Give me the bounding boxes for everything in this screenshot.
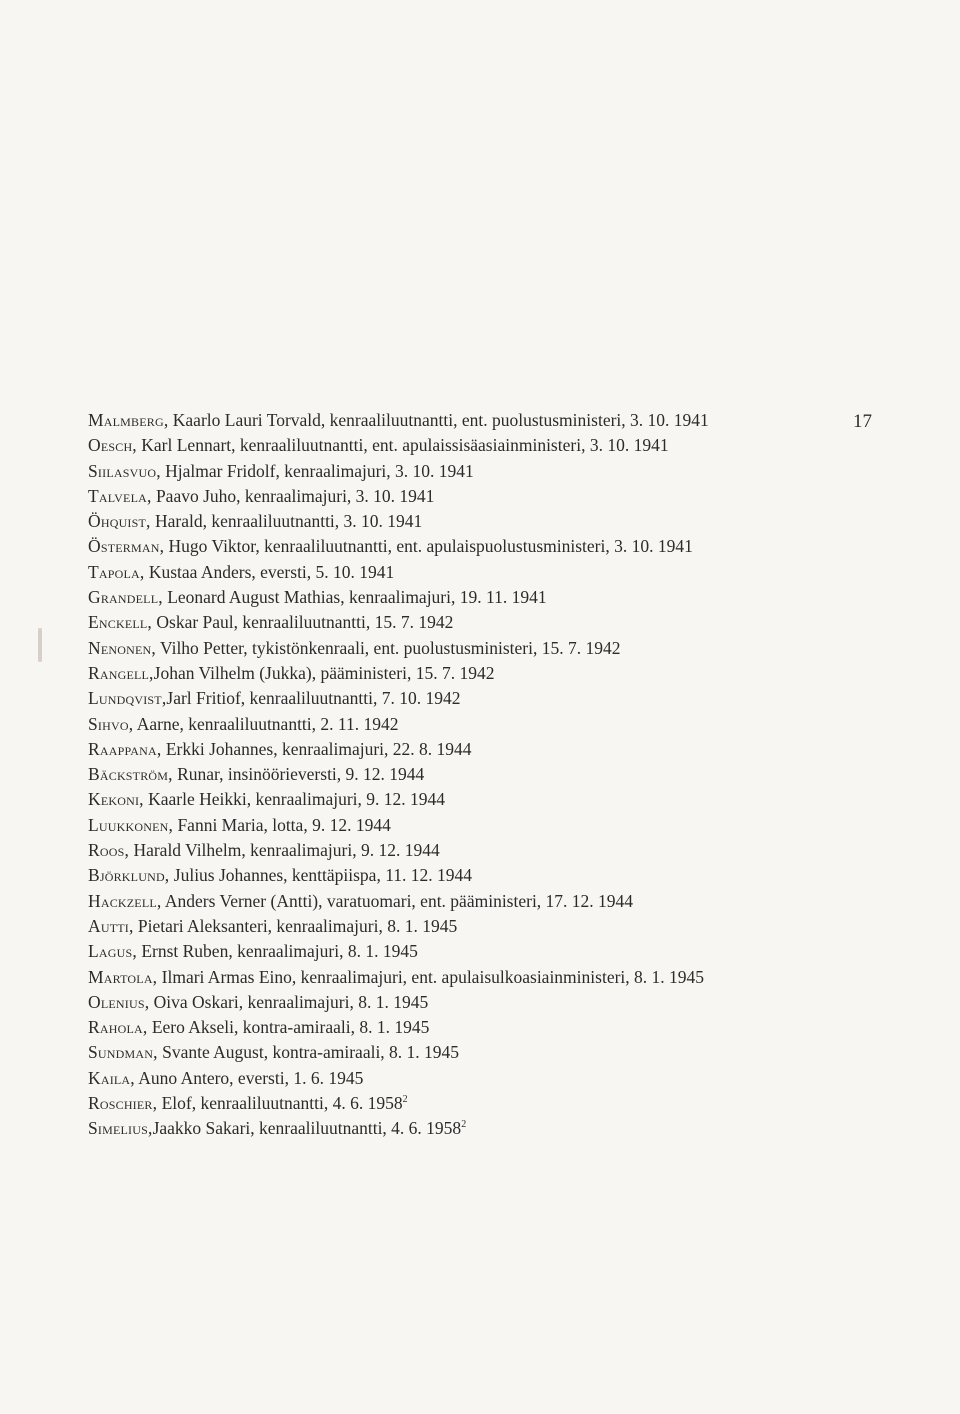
list-item (88, 661, 828, 686)
entry-details: Aarne, kenraaliluutnantti, 2. 11. 1942 (133, 713, 399, 734)
list-item (88, 459, 828, 484)
entry-surname: Simelius, (88, 1118, 153, 1139)
entry-details: Fanni Maria, lotta, 9. 12. 1944 (173, 814, 391, 835)
entry-details: Oskar Paul, kenraaliluutnantti, 15. 7. 1942 (152, 612, 454, 633)
entry-surname: Sundman, (88, 1042, 158, 1063)
list-item (88, 610, 828, 635)
entry-surname: Roschier, (88, 1093, 158, 1114)
page-number: 17 (853, 411, 872, 432)
entry-details: Julius Johannes, kenttäpiispa, 11. 12. 1944 (169, 865, 473, 886)
entry-surname: Nenonen, (88, 637, 156, 658)
list-item (88, 1091, 828, 1116)
list-item (88, 712, 828, 737)
entry-details: Paavo Juho, kenraalimajuri, 3. 10. 1941 (151, 485, 435, 506)
entry-surname: Öhquist, (88, 511, 151, 532)
entry-surname: Oesch, (88, 435, 137, 456)
footnote-marker: 2 (402, 1094, 408, 1106)
list-item (88, 939, 828, 964)
entry-surname: Sihvo, (88, 713, 134, 734)
entry-surname: Luukkonen, (88, 814, 174, 835)
entry-surname: Roos, (88, 840, 130, 861)
list-item (88, 1116, 828, 1141)
list-item (88, 433, 828, 458)
list-item (88, 965, 828, 990)
entry-surname: Tapola, (88, 561, 145, 582)
list-item (88, 762, 828, 787)
entry-details: Ilmari Armas Eino, kenraalimajuri, ent. apulaisulkoasiainministeri, 8. 1. 1945 (157, 966, 705, 987)
list-item (88, 1015, 828, 1040)
list-item (88, 863, 828, 888)
entry-details: Kaarlo Lauri Torvald, kenraaliluutnantti, ent. puolustusministeri, 3. 10. 1941 (168, 410, 709, 430)
entry-details: Runar, insinöörieversti, 9. 12. 1944 (172, 764, 425, 785)
entry-surname: Autti, (88, 915, 134, 936)
entry-surname: Bäckström, (88, 764, 173, 785)
list-item (88, 813, 828, 838)
list-item (88, 737, 828, 762)
entry-details: Hugo Viktor, kenraaliluutnantti, ent. apulaispuolustusministeri, 3. 10. 1941 (164, 536, 693, 557)
list-item (88, 686, 828, 711)
entry-surname: Raappana, (88, 738, 162, 759)
list-item (88, 914, 828, 939)
entry-details: Harald Vilhelm, kenraalimajuri, 9. 12. 1944 (129, 840, 440, 861)
entry-list (88, 408, 828, 1142)
entry-details: Jaakko Sakari, kenraaliluutnantti, 4. 6. 1958 (152, 1118, 462, 1139)
entry-surname: Björklund, (88, 865, 170, 886)
entry-details: Jarl Fritiof, kenraaliluutnantti, 7. 10. 1942 (166, 688, 461, 709)
entry-surname: Rangell, (88, 662, 154, 683)
list-item (88, 838, 828, 863)
entry-details: Hjalmar Fridolf, kenraalimajuri, 3. 10. 1941 (160, 460, 474, 481)
entry-details: Johan Vilhelm (Jukka), pääministeri, 15. 7. 1942 (153, 662, 495, 683)
page-blemish (38, 628, 42, 662)
list-item (88, 534, 828, 559)
entry-surname: Kaila, (88, 1067, 135, 1088)
entry-surname: Talvela, (88, 485, 152, 506)
list-item (88, 889, 828, 914)
entry-details: Kaarle Heikki, kenraalimajuri, 9. 12. 1944 (143, 789, 446, 810)
entry-surname: Grandell, (88, 587, 163, 608)
entry-details: Kustaa Anders, eversti, 5. 10. 1941 (144, 561, 395, 582)
entry-details: Vilho Petter, tykistönkenraali, ent. puolustusministeri, 15. 7. 1942 (155, 637, 621, 658)
list-item (88, 1066, 828, 1091)
entry-surname: Rahola, (88, 1017, 148, 1038)
list-item (88, 408, 828, 433)
list-item (88, 585, 828, 610)
entry-details: Harald, kenraaliluutnantti, 3. 10. 1941 (150, 511, 423, 532)
entry-details: Ernst Ruben, kenraalimajuri, 8. 1. 1945 (136, 941, 418, 962)
entry-details: Anders Verner (Antti), varatuomari, ent. pääministeri, 17. 12. 1944 (161, 890, 634, 911)
entry-surname: Lagus, (88, 941, 137, 962)
entry-surname: Österman, (88, 536, 165, 557)
entry-surname: Hackzell, (88, 890, 162, 911)
list-item (88, 990, 828, 1015)
entry-surname: Kekoni, (88, 789, 144, 810)
entry-surname: Enckell, (88, 612, 152, 633)
entry-surname: Siilasvuo, (88, 460, 161, 481)
footnote-marker: 2 (461, 1119, 467, 1131)
list-item (88, 1040, 828, 1065)
list-item (88, 560, 828, 585)
list-item (88, 787, 828, 812)
entry-details: Svante August, kontra-amiraali, 8. 1. 1945 (157, 1042, 460, 1063)
list-item (88, 509, 828, 534)
entry-details: Leonard August Mathias, kenraalimajuri, 19. 11. 1941 (162, 587, 547, 608)
entry-details: Auno Antero, eversti, 1. 6. 1945 (134, 1067, 364, 1088)
entry-details: Erkki Johannes, kenraalimajuri, 22. 8. 1944 (161, 738, 472, 759)
entry-details: Karl Lennart, kenraaliluutnantti, ent. apulaissisäasiainministeri, 3. 10. 1941 (136, 435, 669, 456)
entry-details: Elof, kenraaliluutnantti, 4. 6. 1958 (157, 1093, 403, 1114)
entry-details: Oiva Oskari, kenraalimajuri, 8. 1. 1945 (149, 991, 429, 1012)
list-item (88, 484, 828, 509)
entry-surname: Martola, (88, 966, 158, 987)
entry-surname: Malmberg, (88, 410, 169, 430)
entry-surname: Lundqvist, (88, 688, 167, 709)
list-item (88, 636, 828, 661)
entry-details: Eero Akseli, kontra-amiraali, 8. 1. 1945 (147, 1017, 430, 1038)
entry-details: Pietari Aleksanteri, kenraalimajuri, 8. 1. 1945 (133, 915, 458, 936)
entry-surname: Olenius, (88, 991, 150, 1012)
